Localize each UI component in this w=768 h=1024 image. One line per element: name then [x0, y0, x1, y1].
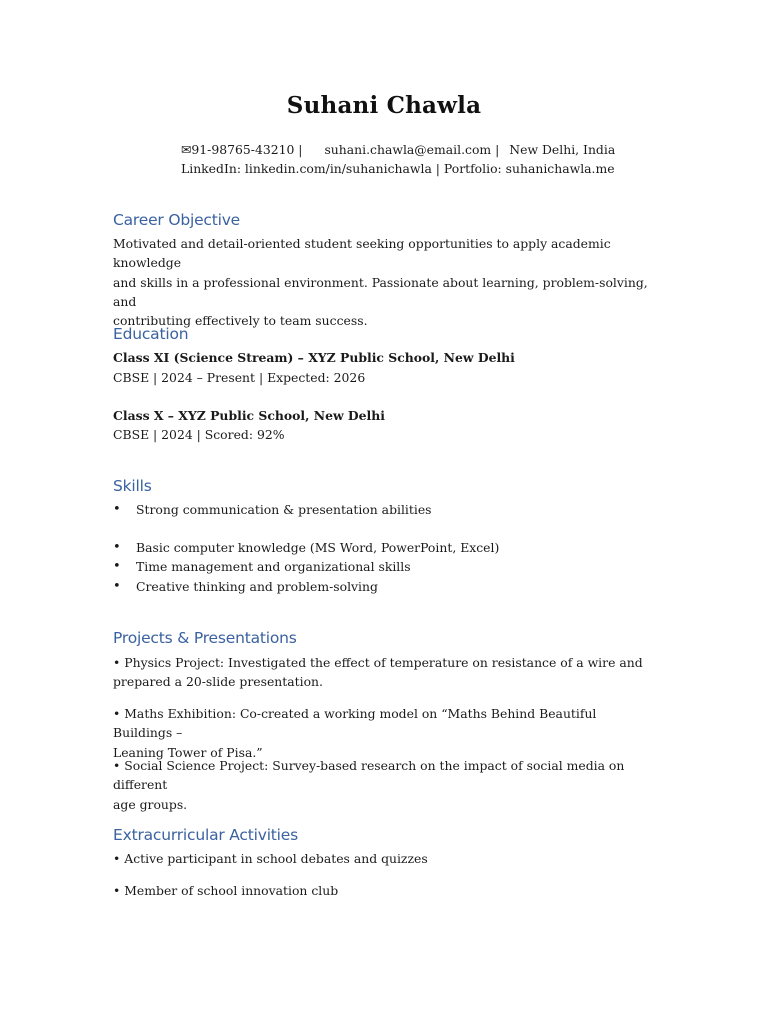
- phone-number: 91-98765-43210 |: [191, 142, 303, 157]
- education-entry-heading: Class XI (Science Stream) – XYZ Public School, New Delhi: [113, 350, 515, 365]
- skills-list: [113, 538, 658, 596]
- project-line: • Maths Exhibition: Co-created a working model on “Maths Behind Beautiful Buildings –: [113, 706, 597, 741]
- section-heading-skills: Skills: [113, 477, 152, 495]
- activity-item: • Active participant in school debates and quizzes: [113, 851, 428, 866]
- education-entry-heading: Class X – XYZ Public School, New Delhi: [113, 408, 385, 423]
- location: New Delhi, India: [509, 142, 616, 157]
- objective-line: Motivated and detail-oriented student seeking opportunities to apply academic knowledge: [113, 236, 611, 271]
- section-heading-projects: Projects & Presentations: [113, 629, 297, 647]
- skill-item: • Time management and organizational skills: [113, 557, 658, 576]
- project-line: • Physics Project: Investigated the effect of temperature on resistance of a wire and: [113, 655, 643, 670]
- section-heading-objective: Career Objective: [113, 211, 241, 229]
- section-heading-education: Education: [113, 325, 189, 343]
- email-address: suhani.chawla@email.com |: [324, 142, 500, 157]
- objective-text: [113, 234, 658, 330]
- project-item: [113, 756, 658, 814]
- bullet-icon: •: [113, 502, 121, 517]
- bullet-icon: •: [113, 540, 121, 555]
- project-line: • Social Science Project: Survey-based research on the impact of social media on different: [113, 758, 625, 793]
- candidate-name: Suhani Chawla: [286, 92, 482, 119]
- project-line: Leaning Tower of Pisa.”: [113, 744, 263, 760]
- activity-item: • Member of school innovation club: [113, 883, 339, 898]
- contact-line: [181, 140, 615, 159]
- education-entry-detail: CBSE | 2024 | Scored: 92%: [113, 427, 285, 442]
- objective-line: and skills in a professional environment. Passionate about learning, problem-solving, and: [113, 274, 648, 309]
- project-item: [113, 653, 658, 692]
- project-line: prepared a 20-slide presentation.: [113, 674, 323, 690]
- skill-item: • Creative thinking and problem-solving: [113, 577, 658, 596]
- skill-item: • Basic computer knowledge (MS Word, PowerPoint, Excel): [113, 538, 658, 557]
- project-item: [113, 704, 658, 762]
- skills-list: [113, 500, 658, 519]
- links-line: LinkedIn: linkedin.com/in/suhanichawla | Portfolio: suhanichawla.me: [181, 161, 615, 176]
- objective-line: contributing effectively to team success.: [113, 313, 368, 329]
- section-heading-activities: Extracurricular Activities: [113, 826, 299, 844]
- project-line: age groups.: [113, 796, 188, 812]
- envelope-icon: ✉: [181, 142, 192, 157]
- bullet-icon: •: [113, 559, 121, 575]
- education-entry-detail: CBSE | 2024 – Present | Expected: 2026: [113, 370, 366, 385]
- bullet-icon: •: [113, 578, 121, 594]
- skill-item: • Strong communication & presentation abilities: [113, 500, 658, 519]
